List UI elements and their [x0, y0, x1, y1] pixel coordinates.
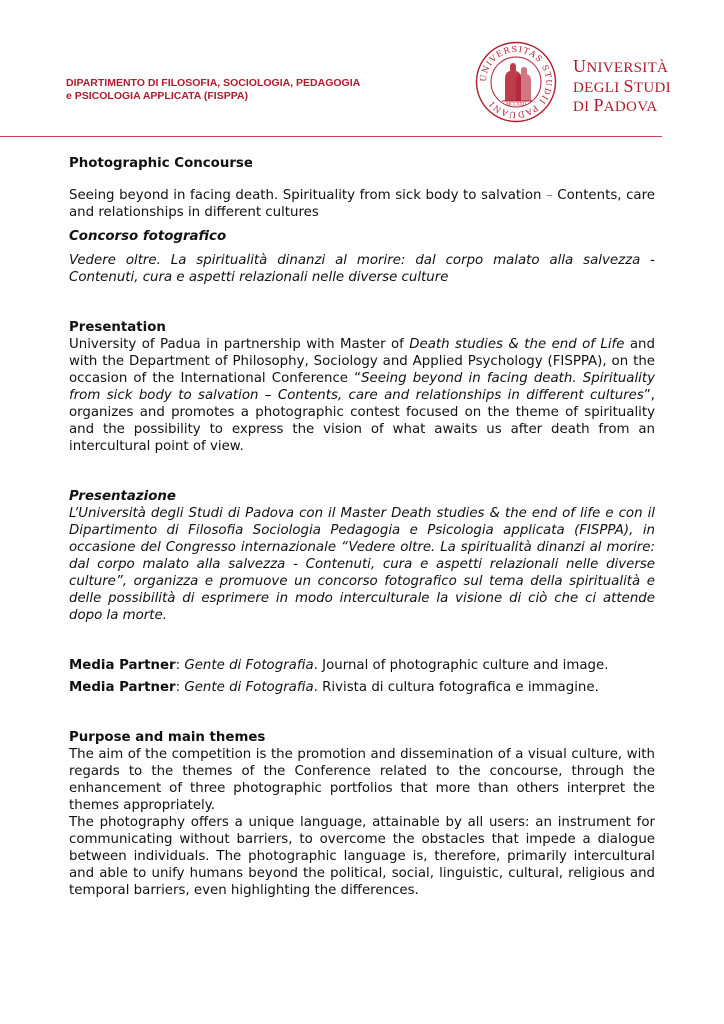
department-name	[66, 77, 360, 103]
department-line-2: e PSICOLOGIA APPLICATA (FISPPA)	[66, 90, 249, 102]
purpose-heading: Purpose and main themes	[69, 730, 266, 745]
presentazione-text: L’Università degli Studi di Padova con il Master Death studies & the end of life e con il Dipartimento di Filosofia Sociologia Pedagogia e Psicologia applicata (FISPPA), in occasione del Congresso internazionale “Vedere oltre. La spiritualità dinanzi al morire: dal corpo malato alla salvezza - Contenuti, cura e aspetti relazionali nelle diverse culture”, organizza e promuove un concorso fotografico sul tema della spiritualità e delle possibilità di esprimere in modo interculturale la visione di ciò che ci attende dopo la morte.	[69, 506, 655, 623]
subtitle-it: Vedere oltre. La spiritualità dinanzi al morire: dal corpo malato alla salvezza - Contenuti, cura e aspetti relazionali nelle diverse culture	[69, 253, 655, 285]
purpose-paragraph-2: The photography offers a unique language, attainable by all users: an instrument for communicating without barriers, to overcome the obstacles that impede a dialogue between individuals. The photographic language is, therefore, primarily intercultural and able to unify humans beyond the political, social, linguistic, cultural, religious and temporal barriers, even highlighting the differences.	[69, 815, 655, 898]
department-line-1: DIPARTIMENTO DI FILOSOFIA, SOCIOLOGIA, PEDAGOGIA	[66, 77, 361, 89]
subtitle-en: Seeing beyond in facing death. Spirituality from sick body to salvation – Contents, care and relationships in different cultures	[69, 188, 655, 220]
media-partner-it: Media Partner: Gente di Fotografia. Rivista di cultura fotografica e immagine.	[69, 680, 599, 695]
seal-year-text: MCCXXII	[506, 101, 526, 107]
university-name-logo: UNIVERSITÀ DEGLI STUDI DI PADOVA	[573, 56, 671, 115]
presentation-heading: Presentation	[69, 320, 166, 335]
university-seal-logo	[475, 41, 557, 123]
title-en: Photographic Concourse	[69, 156, 253, 171]
document-body	[69, 155, 655, 899]
media-partner-en: Media Partner: Gente di Fotografia. Journal of photographic culture and image.	[69, 658, 609, 673]
purpose-paragraph-1: The aim of the competition is the promotion and dissemination of a visual culture, with regards to the themes of the Conference related to the concourse, through the enhancement of three photographic portfolios that more than others interpret the themes appropriately.	[69, 747, 655, 813]
title-it: Concorso fotografico	[69, 229, 227, 244]
presentation-text: University of Padua in partnership with Master of Death studies & the end of Life and with the Department of Philosophy, Sociology and Applied Psychology (FISPPA), on the occasion of the International Conference “Seeing beyond in facing death. Spirituality from sick body to salvation – Contents, care and relationships in different cultures”, organizes and promotes a photographic contest focused on the theme of spirituality and the possibility to express the vision of what awaits us after death from an intercultural point of view.	[69, 337, 656, 454]
presentazione-heading: Presentazione	[69, 489, 176, 504]
seal-ring-text: UNIVERSITAS STUDII PADUANI	[477, 43, 555, 121]
letterhead	[0, 0, 724, 140]
header-divider	[0, 136, 662, 137]
